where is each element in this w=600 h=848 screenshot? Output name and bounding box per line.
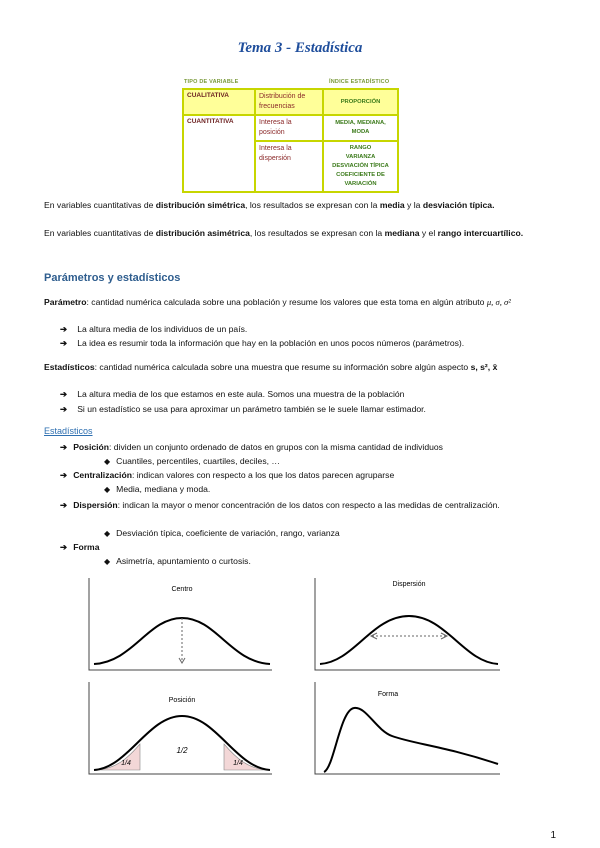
criterion-cell: Interesa la dispersión [255, 141, 323, 192]
section-heading: Parámetros y estadísticos [44, 272, 181, 284]
page-title: Tema 3 - Estadística [237, 40, 363, 56]
centro-figure [88, 576, 274, 672]
posicion-label: Posición [168, 697, 196, 704]
sub-list-item: ◆ Asimetría, apuntamiento o curtosis. [104, 556, 251, 566]
quarter-left-label: 1/4 [121, 760, 131, 767]
list-item: ➔ La altura media de los individuos de un país. [60, 324, 248, 334]
index-item: COEFICIENTE DE VARIACIÓN [336, 172, 385, 187]
diamond-icon: ◆ [104, 485, 111, 494]
posicion-figure [88, 680, 274, 776]
variable-type-table [182, 88, 399, 193]
index-cell: MEDIA, MEDIANA, MODA [323, 115, 398, 141]
list-item: ➔ Forma [60, 542, 100, 552]
table-row [183, 89, 398, 115]
forma-figure [314, 680, 502, 776]
index-item: DESVIACIÓN TÍPICA [332, 163, 389, 169]
subsection-heading: Estadísticos [44, 426, 93, 436]
diamond-icon: ◆ [104, 529, 111, 538]
dispersion-label: Dispersión [392, 581, 426, 588]
type-cell: CUALITATIVA [183, 89, 255, 115]
table-header-right: ÍNDICE ESTADÍSTICO [329, 79, 390, 85]
list-item: ➔ Posición: dividen un conjunto ordenado de datos en grupos con la misma cantidad de individuos [60, 442, 443, 452]
centro-label: Centro [171, 586, 193, 593]
sub-list-item: ◆ Desviación típica, coeficiente de variación, rango, varianza [104, 528, 340, 538]
statistic-symbols: s, s², x̄ [470, 362, 498, 372]
intro-paragraph-asymmetric: En variables cuantitativas de distribución asimétrica, los resultados se expresan con la mediana y el rango intercuartílico. [44, 228, 524, 238]
index-cell [323, 141, 398, 192]
forma-label: Forma [377, 691, 399, 698]
index-cell: PROPORCIÓN [323, 89, 398, 115]
bell-curve [94, 618, 270, 664]
diamond-icon: ◆ [104, 457, 111, 466]
list-item: ➔ La idea es resumir toda la información que hay en la población en unos pocos números (parámetros). [60, 338, 465, 348]
index-item: VARIANZA [345, 154, 376, 160]
half-label: 1/2 [176, 746, 188, 755]
list-item: ➔ Dispersión: indican la mayor o menor concentración de los datos con respecto a las medidas de centralización. [60, 500, 500, 510]
criterion-cell: Distribución de frecuencias [255, 89, 323, 115]
dispersion-figure [314, 576, 502, 672]
sub-list-item: ◆ Media, mediana y moda. [104, 484, 211, 494]
table-row [183, 115, 398, 141]
type-cell: CUANTITATIVA [183, 115, 255, 192]
index-item: RANGO [349, 145, 372, 151]
estadisticos-definition: Estadísticos: cantidad numérica calculada sobre una muestra que resume su información sobre algún aspecto s, s², x̄ [44, 362, 498, 372]
sub-list-item: ◆ Cuantiles, percentiles, cuartiles, deciles, … [104, 456, 280, 466]
quarter-right-label: 1/4 [233, 760, 243, 767]
bell-curve [320, 616, 498, 664]
list-item: ➔ La altura media de los que estamos en este aula. Somos una muestra de la población [60, 389, 405, 399]
page-number: 1 [550, 830, 556, 841]
skewed-curve [324, 708, 498, 772]
criterion-cell: Interesa la posición [255, 115, 323, 141]
table-header-left: TIPO DE VARIABLE [184, 79, 239, 85]
diamond-icon: ◆ [104, 557, 111, 566]
parameter-symbols: μ, σ, σ² [486, 297, 511, 307]
list-item: ➔ Si un estadístico se usa para aproximar un parámetro también se le suele llamar estimador. [60, 404, 426, 414]
axes [315, 682, 500, 774]
parametro-definition: Parámetro: cantidad numérica calculada sobre una población y resume los valores que esta toma en algún atributo μ, σ, σ² [44, 297, 511, 307]
intro-paragraph-symmetric: En variables cuantitativas de distribución simétrica, los resultados se expresan con la media y la desviación típica. [44, 200, 495, 210]
list-item: ➔ Centralización: indican valores con respecto a los que los datos parecen agruparse [60, 470, 395, 480]
